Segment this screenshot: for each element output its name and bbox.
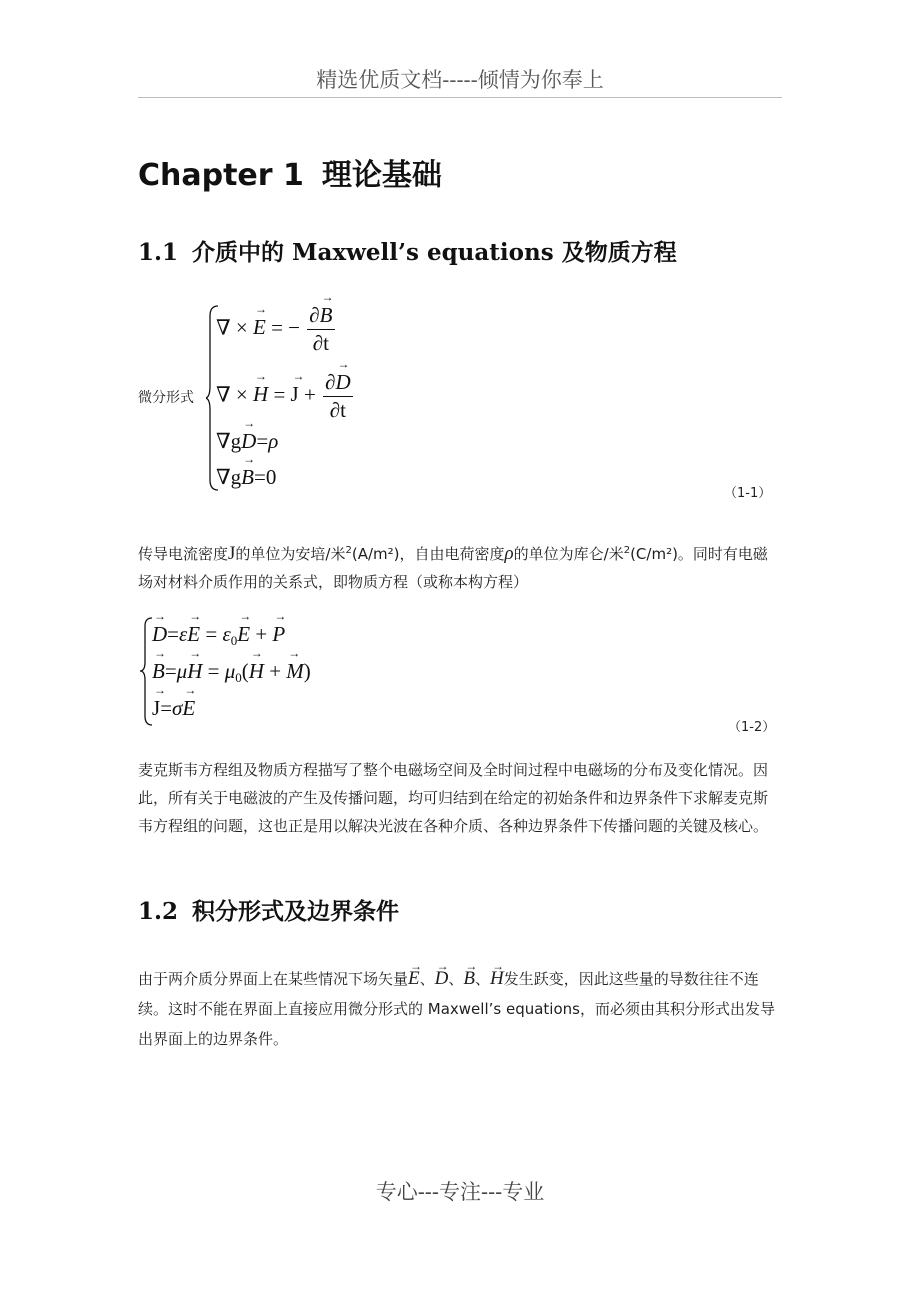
maxwell-ampere-equation: ∇ × → H = → J + $\frac{\partial\to D}{\partial t}$ (216, 370, 355, 423)
section-number: 1.2 (138, 898, 179, 925)
superscript-2: 2 (345, 545, 352, 556)
header-divider (138, 97, 782, 98)
paragraph-maxwell-summary: 麦克斯韦方程组及物质方程描写了整个电磁场空间及全时间过程中电磁场的分布及变化情况。因此，所有关于电磁波的产生及传播问题，均可归结到在给定的初始条件和边界条件下求解麦克斯韦方程组的问题，这也正是用以解决光波在各种介质、各种边界条件下传播问题的关键及核心。 (138, 761, 769, 835)
charge-density-symbol: ρ (504, 543, 514, 564)
chapter-name: 理论基础 (321, 158, 442, 193)
constitutive-equation-d: → $D=\varepsilon\to E = \varepsilon_0\to E$ + → P (152, 622, 285, 649)
page-footer: 专心---专注---专业 (375, 1180, 545, 1204)
equation-number-1-2: （1-2） (728, 720, 776, 735)
section-title: 介质中的 Maxwell’s equations 及物质方程 (192, 239, 677, 266)
current-density-symbol: J (228, 543, 236, 564)
section-number: 1.1 (138, 239, 179, 266)
field-vector-d: → D (435, 964, 449, 994)
constitutive-equation-j: → J=σ→ E (152, 696, 195, 721)
differential-form-label: 微分形式 (138, 390, 194, 406)
superscript-2: 2 (623, 545, 631, 556)
paragraph-boundary-conditions: 由于两介质分界面上在某些情况下场矢量→ E、→ D、→ B、→ H发生跃变，因此这些量的导数往往不连续。这时不能在界面上直接应用微分形式的 Maxwell’s equations，而必须由其积分形式出发导出界面上的边界条件。 (138, 964, 782, 1054)
equation-number-1-1: （1-1） (724, 486, 772, 501)
field-vector-e: → E (408, 964, 420, 994)
page-header: 精选优质文档-----倾情为你奉上 (316, 68, 604, 92)
section-heading-1-2 (138, 893, 399, 926)
chapter-title (138, 150, 442, 194)
gauss-magnetic-equation: ∇g→ B=0 (216, 465, 276, 490)
section-title: 积分形式及边界条件 (192, 898, 400, 925)
constitutive-equation-b: → $B=\mu\to H = \mu_0(\to H$ + → M) (152, 659, 311, 686)
paragraph-units: 传导电流密度J的单位为安培/米$^2$(A/m²)，自由电荷密度ρ的单位为库仑/米$^2$(C/m²)。同时有电磁场对材料介质作用的关系式，即物质方程（或称本构方程） (138, 543, 768, 591)
field-vector-h: → H (490, 964, 504, 994)
field-vector-b: → B (463, 964, 475, 994)
gauss-electric-equation: ∇g→ D=ρ (216, 429, 278, 454)
maxwell-faraday-equation: ∇ × → E = − $\frac{\partial\to B}{\partial t}$ (216, 303, 337, 356)
chapter-number: Chapter 1 (138, 158, 304, 193)
section-heading-1-1 (138, 234, 677, 267)
